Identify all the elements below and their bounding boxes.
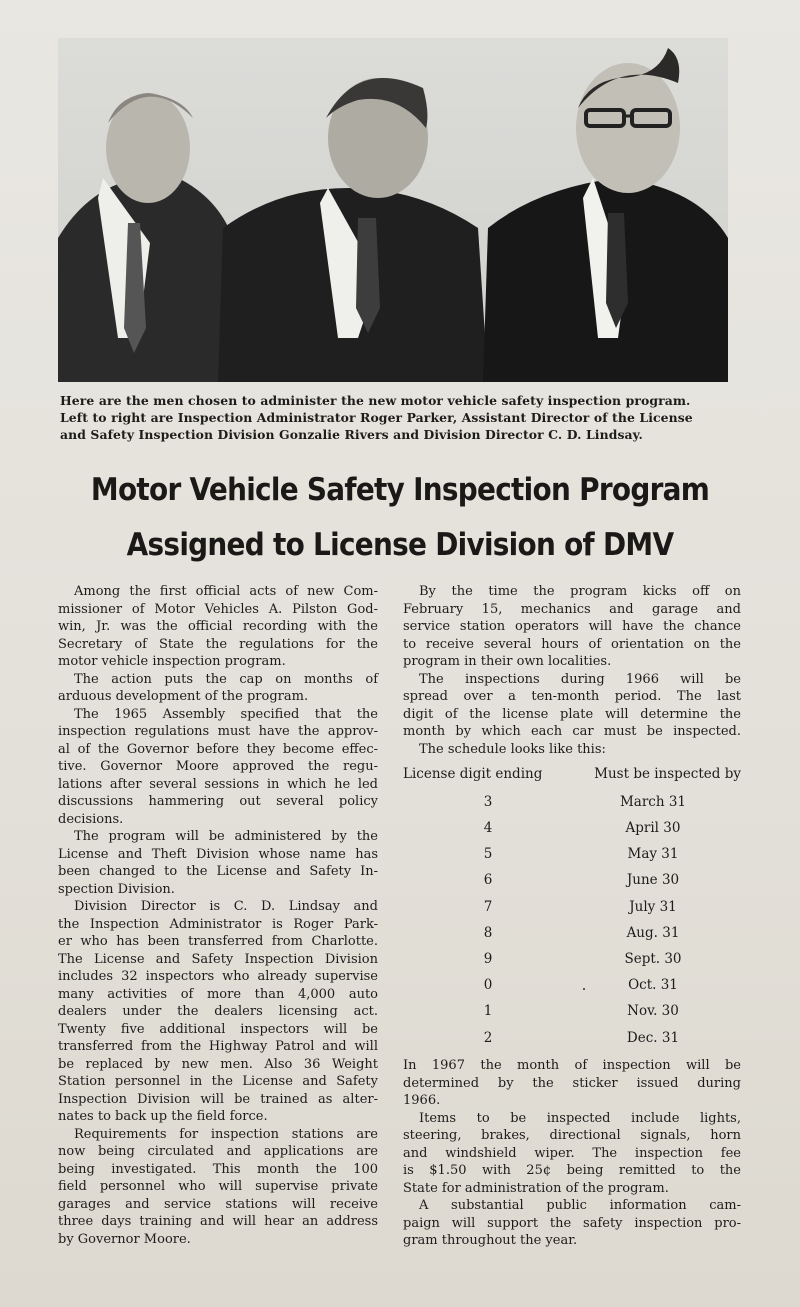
article-text-line: Items to be inspected include lights, [419,1110,741,1126]
schedule-row [403,842,741,868]
article-text-line: Station personnel in the License and Safety [58,1074,378,1089]
article-text-line: Division Director is C. D. Lindsay and [74,899,378,914]
schedule-digit: 2 [483,1029,493,1046]
article-text-line: The schedule looks like this: [419,741,606,757]
article-text-line: is $1.50 with 25¢ being remitted to the [403,1163,741,1179]
article-text-line: and windshield wiper. The inspection fee [403,1145,741,1161]
article-text-line: er who has been transferred from Charlotte. [58,934,378,949]
caption-line: Here are the men chosen to administer the new motor vehicle safety inspection program. [60,393,691,408]
article-text-line: inspection regulations must have the approv- [58,724,378,739]
article-text-line: now being circulated and applications are [58,1144,378,1159]
article-text-line: decisions. [58,811,124,827]
article-text-line: State for administration of the program. [403,1180,669,1196]
schedule-month: July 31 [629,898,677,915]
article-text-line: transferred from the Highway Patrol and will [58,1039,378,1054]
schedule-header-digit: License digit ending [403,766,543,782]
article-text-line: nates to back up the field force. [58,1109,268,1124]
schedule-digit: 8 [483,924,493,941]
article-text-line: paign will support the safety inspection pro- [403,1215,741,1231]
article-column-right [403,583,741,1250]
article-text-line: by Governor Moore. [58,1231,191,1247]
article-text-line: motor vehicle inspection program. [58,654,286,669]
article-text-line: month by which each car must be inspected. [403,724,741,739]
photo-illustration [58,38,728,382]
schedule-digit: 9 [483,950,493,967]
schedule-table [403,790,741,1052]
article-text-line: dealers under the dealers licensing act. [58,1004,378,1019]
article-text-line: By the time the program kicks off on [419,584,741,599]
schedule-month: Aug. 31 [626,924,680,941]
article-text-line: field personnel who will supervise private [58,1179,378,1194]
article-text-line: The program will be administered by the [74,829,378,844]
article-text-line: License and Theft Division whose name has [58,846,378,862]
article-text-line: the Inspection Administrator is Roger Park- [58,916,378,932]
caption-line: and Safety Inspection Division Gonzalie Rivers and Division Director C. D. Lindsay. [60,427,643,442]
schedule-header-month: Must be inspected by [594,766,741,782]
article-text-line: tive. Governor Moore approved the regu- [58,759,378,774]
article-text-line: gram throughout the year. [403,1233,578,1249]
article-text-line: determined by the sticker issued during [403,1075,741,1091]
schedule-digit: 1 [483,1003,493,1020]
headline-line-1: Motor Vehicle Safety Inspection Program [90,472,710,508]
article-text-line: The License and Safety Inspection Division [58,951,378,967]
article-text-line: being investigated. This month the 100 [58,1161,378,1177]
schedule-digit: 6 [483,872,493,889]
schedule-row [403,1025,741,1051]
schedule-month: Nov. 30 [627,1003,679,1020]
article-text-line: be replaced by new men. Also 36 Weight [58,1056,378,1072]
schedule-digit: 0 [483,977,493,994]
schedule-row [403,816,741,842]
article-text-line: garages and service stations will receive [58,1196,378,1212]
right-column-intro [403,583,741,758]
schedule-digit: 5 [483,846,493,863]
article-text-line: The 1965 Assembly specified that the [74,706,378,722]
article-column-left [58,583,378,1248]
article-text-line: February 15, mechanics and garage and [403,601,741,617]
article-text-line: service station operators will have the chance [403,619,741,634]
schedule-header [403,766,741,784]
caption-line: Left to right are Inspection Administrator Roger Parker, Assistant Director of the License [60,410,693,425]
schedule-digit: 7 [483,898,493,915]
schedule-month: Oct. 31 [628,977,678,994]
schedule-month: Dec. 31 [626,1029,680,1046]
print-speck [583,988,585,990]
photo-caption [60,392,740,443]
schedule-row [403,920,741,946]
article-text-line: win, Jr. was the official recording with the [58,619,378,634]
article-text-line: program in their own localities. [403,654,612,669]
schedule-row [403,790,741,816]
article-text-line: spection Division. [58,881,175,897]
schedule-row [403,999,741,1025]
article-text-line: missioner of Motor Vehicles A. Pilston God- [58,601,378,617]
article-text-line: to receive several hours of orientation on the [403,636,741,652]
article-text-line: discussions hammering out several policy [58,794,378,809]
schedule-row [403,894,741,920]
article-text-line: The action puts the cap on months of [74,671,378,687]
article-text-line: Requirements for inspection stations are [74,1126,378,1142]
schedule-row [403,973,741,999]
schedule-row [403,947,741,973]
schedule-month: April 30 [625,820,681,837]
schedule-month: June 30 [626,872,680,889]
article-text-line: three days training and will hear an address [58,1214,378,1229]
article-text-line: Among the first official acts of new Com- [74,584,378,599]
schedule-row [403,868,741,894]
schedule-month: Sept. 30 [624,950,682,967]
article-text-line: Secretary of State the regulations for the [58,636,378,652]
schedule-digit: 4 [483,820,493,837]
article-text-line: been changed to the License and Safety In- [58,864,378,879]
article-text-line: steering, brakes, directional signals, horn [403,1128,741,1144]
article-text-line: Inspection Division will be trained as alter- [58,1091,378,1107]
schedule-month: March 31 [619,793,687,810]
group-photo [58,38,728,382]
article-text-line: spread over a ten-month period. The last [403,689,741,704]
right-column-closing [403,1057,741,1250]
article-text-line: includes 32 inspectors who already supervise [58,969,378,984]
article-text-line: The inspections during 1966 will be [419,671,741,687]
article-text-line: In 1967 the month of inspection will be [403,1058,741,1074]
article-text-line: many activities of more than 4,000 auto [58,986,378,1002]
article-text-line: al of the Governor before they become effec- [58,741,378,757]
article-text-line: lations after several sessions in which he led [58,776,378,792]
article-text-line: Twenty five additional inspectors will be [58,1021,378,1037]
schedule-month: May 31 [627,846,679,863]
schedule-digit: 3 [483,793,493,810]
article-text-line: A substantial public information cam- [419,1198,741,1214]
headline-line-2: Assigned to License Division of DMV [126,527,674,563]
article-text-line: 1966. [403,1093,441,1109]
article-text-line: digit of the license plate will determine the [403,706,741,722]
article-text-line: arduous development of the program. [58,689,309,704]
